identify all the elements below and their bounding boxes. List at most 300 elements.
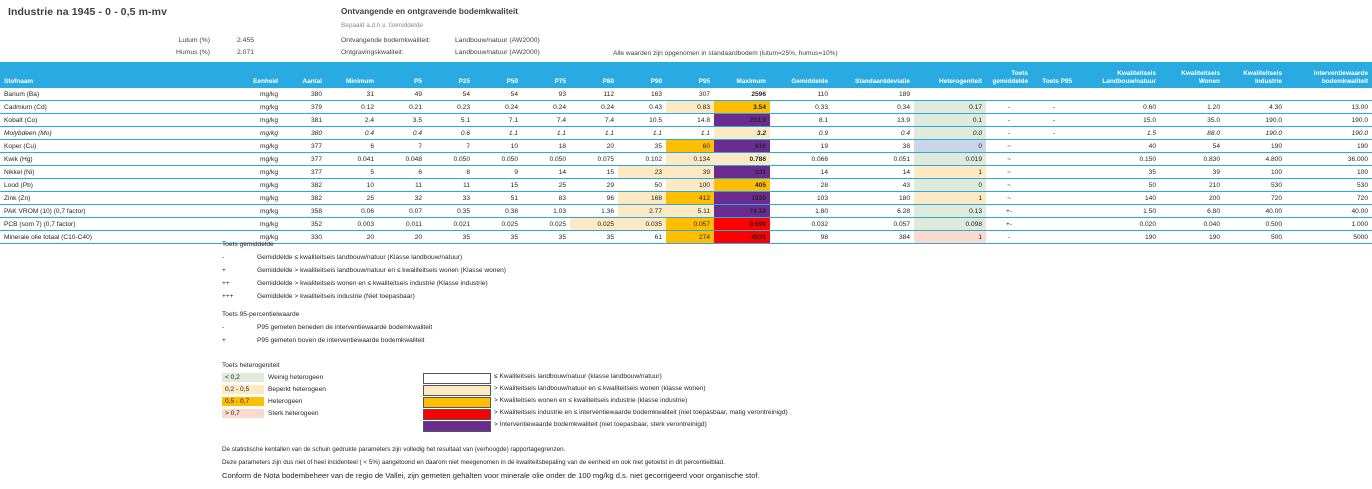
cell-standaarddeviatie: 14 <box>832 166 914 179</box>
cell-p90: 61 <box>618 231 666 244</box>
col-aantal: Aantal <box>282 62 326 88</box>
cell-p50: 35 <box>474 231 522 244</box>
table-row <box>0 166 1372 179</box>
cell-p5: 0.011 <box>378 218 426 231</box>
cell-maximum: 2596 <box>714 88 770 101</box>
cell-toets-p95 <box>1032 166 1076 179</box>
col-heterogeniteit: Heterogeniteit <box>914 62 986 88</box>
cell-stofnaam: PCB (som 7) (0,7 factor) <box>0 218 224 231</box>
cell-p90: 10.5 <box>618 114 666 127</box>
cell-p80: 96 <box>570 192 618 205</box>
cell-eenheid: mg/kg <box>224 218 282 231</box>
legend-gemiddelde-text: Gemiddelde ≤ kwaliteitseis landbouw/natuur (Klasse landbouw/natuur) <box>257 254 463 261</box>
cell-kwaliteitseis-wonen: 0.040 <box>1160 218 1224 231</box>
cell-p50: 54 <box>474 88 522 101</box>
cell-aantal: 379 <box>282 101 326 114</box>
legend-class-text: > Kwaliteitseis industrie en ≤ interventiewaarde bodemkwaliteit (niet toepasbaar, matig verontreinigd) <box>494 409 788 416</box>
cell-minimum: 2.4 <box>326 114 378 127</box>
cell-kwaliteitseis-industrie: 190 <box>1224 140 1286 153</box>
cell-stofnaam: Kwik (Hg) <box>0 153 224 166</box>
cell-heterogeniteit <box>914 88 986 101</box>
cell-toets-gemiddelde <box>986 88 1032 101</box>
cell-p25: 0.23 <box>426 101 474 114</box>
cell-stofnaam: Cadmium (Cd) <box>0 101 224 114</box>
cell-toets-gemiddelde: ~ <box>986 166 1032 179</box>
cell-maximum: 405 <box>714 179 770 192</box>
cell-p90: 1.1 <box>618 127 666 140</box>
cell-p25: 5.1 <box>426 114 474 127</box>
col-p75: P75 <box>522 62 570 88</box>
cell-aantal: 382 <box>282 179 326 192</box>
cell-eenheid: mg/kg <box>224 127 282 140</box>
legend-gemiddelde-symbol: ++ <box>222 280 230 287</box>
quality-block-title: Ontvangende en ontgravende bodemkwaliteit <box>341 7 518 16</box>
cell-aantal: 380 <box>282 88 326 101</box>
cell-p75: 93 <box>522 88 570 101</box>
cell-p5: 49 <box>378 88 426 101</box>
legend-heterogeniteit-key: 0,2 - 0,5 <box>222 385 264 394</box>
cell-interventiewaarde: 40.00 <box>1286 205 1372 218</box>
legend-p95-title: Toets 95-percentielwaarde <box>222 311 300 318</box>
cell-kwaliteitseis-landbouw: 0.60 <box>1076 101 1160 114</box>
legend-p95-text: P95 gemeten beneden de interventiewaarde bodemkwaliteit <box>257 324 433 331</box>
cell-p80: 29 <box>570 179 618 192</box>
legend-heterogeniteit-label: Heterogeen <box>268 398 303 405</box>
cell-eenheid: mg/kg <box>224 140 282 153</box>
cell-gemiddelde: 1.80 <box>770 205 832 218</box>
cell-toets-p95 <box>1032 179 1076 192</box>
cell-minimum: 0.003 <box>326 218 378 231</box>
cell-interventiewaarde: 190.0 <box>1286 114 1372 127</box>
cell-p5: 7 <box>378 140 426 153</box>
cell-p25: 11 <box>426 179 474 192</box>
cell-kwaliteitseis-landbouw: 0.020 <box>1076 218 1160 231</box>
cell-toets-p95 <box>1032 218 1076 231</box>
cell-kwaliteitseis-industrie: 720 <box>1224 192 1286 205</box>
cell-p25: 0.6 <box>426 127 474 140</box>
col-p5: P5 <box>378 62 426 88</box>
cell-kwaliteitseis-industrie: 530 <box>1224 179 1286 192</box>
cell-kwaliteitseis-industrie: 500 <box>1224 231 1286 244</box>
cell-p80: 35 <box>570 231 618 244</box>
cell-interventiewaarde: 100 <box>1286 166 1372 179</box>
cell-interventiewaarde: 13.00 <box>1286 101 1372 114</box>
cell-interventiewaarde: 1.000 <box>1286 218 1372 231</box>
cell-p5: 32 <box>378 192 426 205</box>
cell-p80: 0.025 <box>570 218 618 231</box>
legend-heterogeniteit-row <box>222 385 452 396</box>
cell-p50: 9 <box>474 166 522 179</box>
legend-gemiddelde-symbol: +++ <box>222 293 234 300</box>
cell-kwaliteitseis-wonen: 88.0 <box>1160 127 1224 140</box>
quality-block-subtitle: Bepaald a.d.h.v. Gemiddelde <box>341 22 423 29</box>
cell-maximum: 4538 <box>714 231 770 244</box>
table-row <box>0 179 1372 192</box>
cell-p95: 5.11 <box>666 205 714 218</box>
legend-p95-text: P95 gemeten boven de interventiewaarde bodemkwaliteit <box>257 337 425 344</box>
cell-toets-gemiddelde: ~ <box>986 192 1032 205</box>
cell-kwaliteitseis-landbouw: 40 <box>1076 140 1160 153</box>
page-title: Industrie na 1945 - 0 - 0,5 m-mv <box>8 6 168 18</box>
cell-gemiddelde: 0.066 <box>770 153 832 166</box>
col-p80: P80 <box>570 62 618 88</box>
cell-minimum: 31 <box>326 88 378 101</box>
cell-heterogeniteit: 0.1 <box>914 114 986 127</box>
col-stofnaam: Stofnaam <box>0 62 224 88</box>
cell-kwaliteitseis-landbouw: 1.50 <box>1076 205 1160 218</box>
cell-p50: 0.38 <box>474 205 522 218</box>
cell-p80: 0.24 <box>570 101 618 114</box>
cell-kwaliteitseis-industrie: 4.800 <box>1224 153 1286 166</box>
cell-p25: 0.35 <box>426 205 474 218</box>
cell-aantal: 352 <box>282 218 326 231</box>
cell-aantal: 377 <box>282 140 326 153</box>
legend-heterogeniteit-row <box>222 397 452 408</box>
cell-kwaliteitseis-landbouw: 140 <box>1076 192 1160 205</box>
cell-heterogeniteit: 1 <box>914 231 986 244</box>
cell-maximum: 616 <box>714 140 770 153</box>
humus-value: 2.071 <box>237 49 255 56</box>
cell-kwaliteitseis-industrie: 190.0 <box>1224 114 1286 127</box>
cell-toets-p95 <box>1032 205 1076 218</box>
cell-gemiddelde: 103 <box>770 192 832 205</box>
cell-stofnaam: Zink (Zn) <box>0 192 224 205</box>
cell-p75: 18 <box>522 140 570 153</box>
cell-interventiewaarde: 36.000 <box>1286 153 1372 166</box>
lutum-label: Lutum (%) <box>178 37 210 44</box>
cell-gemiddelde: 0.032 <box>770 218 832 231</box>
cell-heterogeniteit: 1 <box>914 166 986 179</box>
cell-kwaliteitseis-wonen <box>1160 88 1224 101</box>
legend-gemiddelde-text: Gemiddelde > kwaliteitseis landbouw/natuur en ≤ kwaliteitseis wonen (Klasse wonen) <box>257 267 507 274</box>
cell-minimum: 5 <box>326 166 378 179</box>
cell-eenheid: mg/kg <box>224 192 282 205</box>
cell-p5: 6 <box>378 166 426 179</box>
table-body <box>0 88 1372 244</box>
cell-stofnaam: Barium (Ba) <box>0 88 224 101</box>
cell-standaarddeviatie: 0.4 <box>832 127 914 140</box>
legend-heterogeniteit-label: Weinig heterogeen <box>268 374 324 381</box>
cell-heterogeniteit: 0 <box>914 179 986 192</box>
cell-standaarddeviatie: 38 <box>832 140 914 153</box>
cell-standaarddeviatie: 384 <box>832 231 914 244</box>
cell-p75: 0.24 <box>522 101 570 114</box>
table-row <box>0 140 1372 153</box>
cell-p80: 20 <box>570 140 618 153</box>
cell-maximum: 1930 <box>714 192 770 205</box>
col-p50: P50 <box>474 62 522 88</box>
footnote-line-3: Conform de Nota bodembeheer van de regio de Vallei, zijn gemeten gehalten voor minerale olie onder de 100 mg/kg d.s. niet gecorrigeerd voor organische stof. <box>222 471 760 480</box>
table-row <box>0 231 1372 244</box>
cell-p5: 20 <box>378 231 426 244</box>
cell-kwaliteitseis-industrie: 0.500 <box>1224 218 1286 231</box>
cell-toets-gemiddelde: +- <box>986 218 1032 231</box>
table-row <box>0 205 1372 218</box>
cell-kwaliteitseis-wonen: 39 <box>1160 166 1224 179</box>
cell-kwaliteitseis-industrie: 4.30 <box>1224 101 1286 114</box>
cell-gemiddelde: 110 <box>770 88 832 101</box>
cell-kwaliteitseis-landbouw: 190 <box>1076 231 1160 244</box>
cell-toets-gemiddelde: - <box>986 127 1032 140</box>
cell-toets-p95 <box>1032 88 1076 101</box>
cell-eenheid: mg/kg <box>224 179 282 192</box>
standaardbodem-note: Alle waarden zijn opgenomen in standaardbodem (lutum=25%, humus=10%) <box>613 50 838 57</box>
cell-kwaliteitseis-wonen: 1.20 <box>1160 101 1224 114</box>
col-toets-p95: Toets P95 <box>1032 62 1076 88</box>
cell-p5: 0.4 <box>378 127 426 140</box>
cell-p50: 1.1 <box>474 127 522 140</box>
cell-kwaliteitseis-industrie: 40.00 <box>1224 205 1286 218</box>
ontgraving-label: Ontgravingskwaliteit: <box>341 49 404 56</box>
cell-maximum: 0.699 <box>714 218 770 231</box>
cell-stofnaam: Molybdeen (Mo) <box>0 127 224 140</box>
col-p95: P95 <box>666 62 714 88</box>
cell-toets-p95 <box>1032 153 1076 166</box>
cell-p95: 39 <box>666 166 714 179</box>
cell-heterogeniteit: 0.098 <box>914 218 986 231</box>
cell-heterogeniteit: 0.019 <box>914 153 986 166</box>
cell-maximum: 3.2 <box>714 127 770 140</box>
cell-minimum: 0.06 <box>326 205 378 218</box>
cell-p75: 0.025 <box>522 218 570 231</box>
legend-p95-symbol: + <box>222 337 226 344</box>
cell-p75: 1.1 <box>522 127 570 140</box>
cell-p95: 0.057 <box>666 218 714 231</box>
cell-p75: 7.4 <box>522 114 570 127</box>
cell-kwaliteitseis-industrie: 100 <box>1224 166 1286 179</box>
footnote-line-2: Deze parameters zijn dus niet of heel incidenteel ( < 5%) aangetoond en daarom niet meegenomen in de kwaliteitsbepaling van de eenheid en ook niet getoetst in dit percentielblad. <box>222 459 725 466</box>
col-toets-gemiddelde: Toets gemiddelde <box>986 62 1032 88</box>
percentile-table <box>0 62 1372 244</box>
legend-heterogeniteit-row <box>222 373 452 384</box>
cell-eenheid: mg/kg <box>224 101 282 114</box>
cell-interventiewaarde: 190.0 <box>1286 127 1372 140</box>
col-kwaliteitseis-wonen: Kwaliteitseis Wonen <box>1160 62 1224 88</box>
col-p90: P90 <box>618 62 666 88</box>
cell-interventiewaarde: 5000 <box>1286 231 1372 244</box>
cell-aantal: 377 <box>282 166 326 179</box>
legend-heterogeniteit-title: Toets heterogeniteit <box>222 362 280 369</box>
cell-p50: 0.24 <box>474 101 522 114</box>
cell-p95: 274 <box>666 231 714 244</box>
cell-kwaliteitseis-wonen: 54 <box>1160 140 1224 153</box>
legend-heterogeniteit-label: Sterk heterogeen <box>268 410 319 417</box>
cell-toets-gemiddelde: - <box>986 114 1032 127</box>
cell-minimum: 20 <box>326 231 378 244</box>
cell-heterogeniteit: 1 <box>914 192 986 205</box>
cell-aantal: 330 <box>282 231 326 244</box>
cell-p25: 35 <box>426 231 474 244</box>
cell-gemiddelde: 8.1 <box>770 114 832 127</box>
col-interventiewaarde: Interventiewaarde bodemkwaliteit <box>1286 62 1372 88</box>
cell-aantal: 382 <box>282 192 326 205</box>
footnote-line-1: De statistische kentallen van de schuin gedrukte parameters zijn volledig het resultaat van (verhoogde) rapportagegrenzen. <box>222 446 566 453</box>
cell-stofnaam: PAK VROM (10) (0,7 factor) <box>0 205 224 218</box>
cell-interventiewaarde <box>1286 88 1372 101</box>
cell-kwaliteitseis-industrie: 190.0 <box>1224 127 1286 140</box>
legend-class-swatch <box>423 421 491 432</box>
table-header-row <box>0 62 1372 88</box>
cell-p90: 0.035 <box>618 218 666 231</box>
cell-p80: 1.1 <box>570 127 618 140</box>
cell-p50: 0.050 <box>474 153 522 166</box>
legend-gemiddelde-title: Toets gemiddelde <box>222 241 274 248</box>
cell-toets-gemiddelde: ~ <box>986 153 1032 166</box>
cell-toets-p95 <box>1032 192 1076 205</box>
cell-toets-p95: - <box>1032 114 1076 127</box>
cell-p90: 50 <box>618 179 666 192</box>
legend-heterogeniteit-label: Beperkt heterogeen <box>268 386 326 393</box>
cell-p5: 0.21 <box>378 101 426 114</box>
cell-toets-p95 <box>1032 140 1076 153</box>
cell-p25: 7 <box>426 140 474 153</box>
col-maximum: Maximum <box>714 62 770 88</box>
cell-eenheid: mg/kg <box>224 231 282 244</box>
col-p25: P25 <box>426 62 474 88</box>
cell-gemiddelde: 28 <box>770 179 832 192</box>
legend-class-swatch <box>423 397 491 408</box>
cell-standaarddeviatie: 13.9 <box>832 114 914 127</box>
table-row <box>0 88 1372 101</box>
cell-maximum: 74.19 <box>714 205 770 218</box>
legend-gemiddelde-symbol: - <box>222 254 225 261</box>
cell-maximum: 0.786 <box>714 153 770 166</box>
cell-eenheid: mg/kg <box>224 153 282 166</box>
cell-kwaliteitseis-landbouw: 50 <box>1076 179 1160 192</box>
cell-kwaliteitseis-wonen: 6.80 <box>1160 205 1224 218</box>
ontvangende-label: Ontvangende bodemkwaliteit: <box>341 37 431 44</box>
legend-class-text: > Kwaliteitseis landbouw/natuur en ≤ kwaliteitseis wonen (klasse wonen) <box>494 385 706 392</box>
cell-p50: 10 <box>474 140 522 153</box>
legend-class-swatch <box>423 409 491 420</box>
cell-p50: 51 <box>474 192 522 205</box>
cell-toets-gemiddelde: - <box>986 101 1032 114</box>
cell-p75: 0.050 <box>522 153 570 166</box>
cell-p50: 15 <box>474 179 522 192</box>
cell-eenheid: mg/kg <box>224 88 282 101</box>
legend-heterogeniteit-row <box>222 409 452 420</box>
cell-kwaliteitseis-wonen: 35.0 <box>1160 114 1224 127</box>
cell-stofnaam: Lood (Pb) <box>0 179 224 192</box>
cell-heterogeniteit: 0 <box>914 140 986 153</box>
cell-stofnaam: Kobalt (Co) <box>0 114 224 127</box>
table-row <box>0 192 1372 205</box>
cell-eenheid: mg/kg <box>224 114 282 127</box>
cell-p95: 0.83 <box>666 101 714 114</box>
legend-class-text: > Kwaliteitseis wonen en ≤ kwaliteitseis industrie (klasse industrie) <box>494 397 688 404</box>
cell-kwaliteitseis-industrie <box>1224 88 1286 101</box>
cell-p90: 163 <box>618 88 666 101</box>
cell-standaarddeviatie: 0.051 <box>832 153 914 166</box>
cell-p25: 54 <box>426 88 474 101</box>
cell-kwaliteitseis-landbouw: 35 <box>1076 166 1160 179</box>
cell-p95: 14.8 <box>666 114 714 127</box>
cell-p95: 412 <box>666 192 714 205</box>
table-row <box>0 218 1372 231</box>
cell-aantal: 381 <box>282 114 326 127</box>
cell-p80: 112 <box>570 88 618 101</box>
cell-p90: 168 <box>618 192 666 205</box>
cell-gemiddelde: 19 <box>770 140 832 153</box>
cell-toets-p95 <box>1032 231 1076 244</box>
cell-p90: 23 <box>618 166 666 179</box>
legend-p95-symbol: - <box>222 324 225 331</box>
cell-p95: 1.1 <box>666 127 714 140</box>
cell-p5: 3.5 <box>378 114 426 127</box>
cell-interventiewaarde: 530 <box>1286 179 1372 192</box>
cell-kwaliteitseis-wonen: 200 <box>1160 192 1224 205</box>
cell-p80: 7.4 <box>570 114 618 127</box>
cell-heterogeniteit: 0.0 <box>914 127 986 140</box>
cell-kwaliteitseis-landbouw: 0.150 <box>1076 153 1160 166</box>
cell-standaarddeviatie: 189 <box>832 88 914 101</box>
cell-p90: 0.43 <box>618 101 666 114</box>
cell-heterogeniteit: 0.17 <box>914 101 986 114</box>
table-row <box>0 114 1372 127</box>
cell-kwaliteitseis-landbouw: 15.0 <box>1076 114 1160 127</box>
cell-p80: 15 <box>570 166 618 179</box>
cell-p75: 1.03 <box>522 205 570 218</box>
cell-p50: 0.025 <box>474 218 522 231</box>
humus-label: Humus (%) <box>176 49 210 56</box>
cell-p80: 1.36 <box>570 205 618 218</box>
cell-maximum: 3.54 <box>714 101 770 114</box>
cell-interventiewaarde: 190 <box>1286 140 1372 153</box>
cell-standaarddeviatie: 6.28 <box>832 205 914 218</box>
cell-minimum: 0.041 <box>326 153 378 166</box>
cell-p75: 14 <box>522 166 570 179</box>
cell-minimum: 6 <box>326 140 378 153</box>
cell-p95: 0.134 <box>666 153 714 166</box>
cell-minimum: 10 <box>326 179 378 192</box>
cell-eenheid: mg/kg <box>224 166 282 179</box>
cell-kwaliteitseis-landbouw <box>1076 88 1160 101</box>
cell-kwaliteitseis-wonen: 190 <box>1160 231 1224 244</box>
cell-minimum: 0.12 <box>326 101 378 114</box>
col-kwaliteitseis-industrie: Kwaliteitseis Industrie <box>1224 62 1286 88</box>
legend-gemiddelde-text: Gemiddelde > kwaliteitseis wonen en ≤ kwaliteitseis industrie (Klasse industrie) <box>257 280 488 287</box>
cell-aantal: 377 <box>282 153 326 166</box>
cell-p95: 100 <box>666 179 714 192</box>
table-row <box>0 153 1372 166</box>
cell-kwaliteitseis-landbouw: 1.5 <box>1076 127 1160 140</box>
cell-p5: 11 <box>378 179 426 192</box>
cell-minimum: 25 <box>326 192 378 205</box>
cell-minimum: 0.4 <box>326 127 378 140</box>
table-row <box>0 127 1372 140</box>
cell-p25: 8 <box>426 166 474 179</box>
legend-class-text: > Interventiewaarde bodemkwaliteit (niet toepasbaar, sterk verontreinigd) <box>494 421 707 428</box>
col-standaarddeviatie: Standaarddeviatie <box>832 62 914 88</box>
cell-standaarddeviatie: 180 <box>832 192 914 205</box>
ontvangende-value: Landbouw/natuur (AW2000) <box>455 37 540 44</box>
cell-heterogeniteit: 0.13 <box>914 205 986 218</box>
cell-stofnaam: Koper (Cu) <box>0 140 224 153</box>
legend-heterogeniteit-key: < 0,2 <box>222 373 264 382</box>
ontgraving-value: Landbouw/natuur (AW2000) <box>455 49 540 56</box>
col-gemiddelde: Gemiddelde <box>770 62 832 88</box>
cell-stofnaam: Minerale olie totaal (C10-C40) <box>0 231 224 244</box>
cell-p80: 0.075 <box>570 153 618 166</box>
cell-p90: 0.102 <box>618 153 666 166</box>
cell-eenheid: mg/kg <box>224 205 282 218</box>
cell-gemiddelde: 0.9 <box>770 127 832 140</box>
cell-gemiddelde: 14 <box>770 166 832 179</box>
legend-class-text: ≤ Kwaliteitseis landbouw/natuur (klasse landbouw/natuur) <box>494 373 662 380</box>
cell-toets-gemiddelde: - <box>986 231 1032 244</box>
cell-p90: 2.77 <box>618 205 666 218</box>
cell-p95: 60 <box>666 140 714 153</box>
